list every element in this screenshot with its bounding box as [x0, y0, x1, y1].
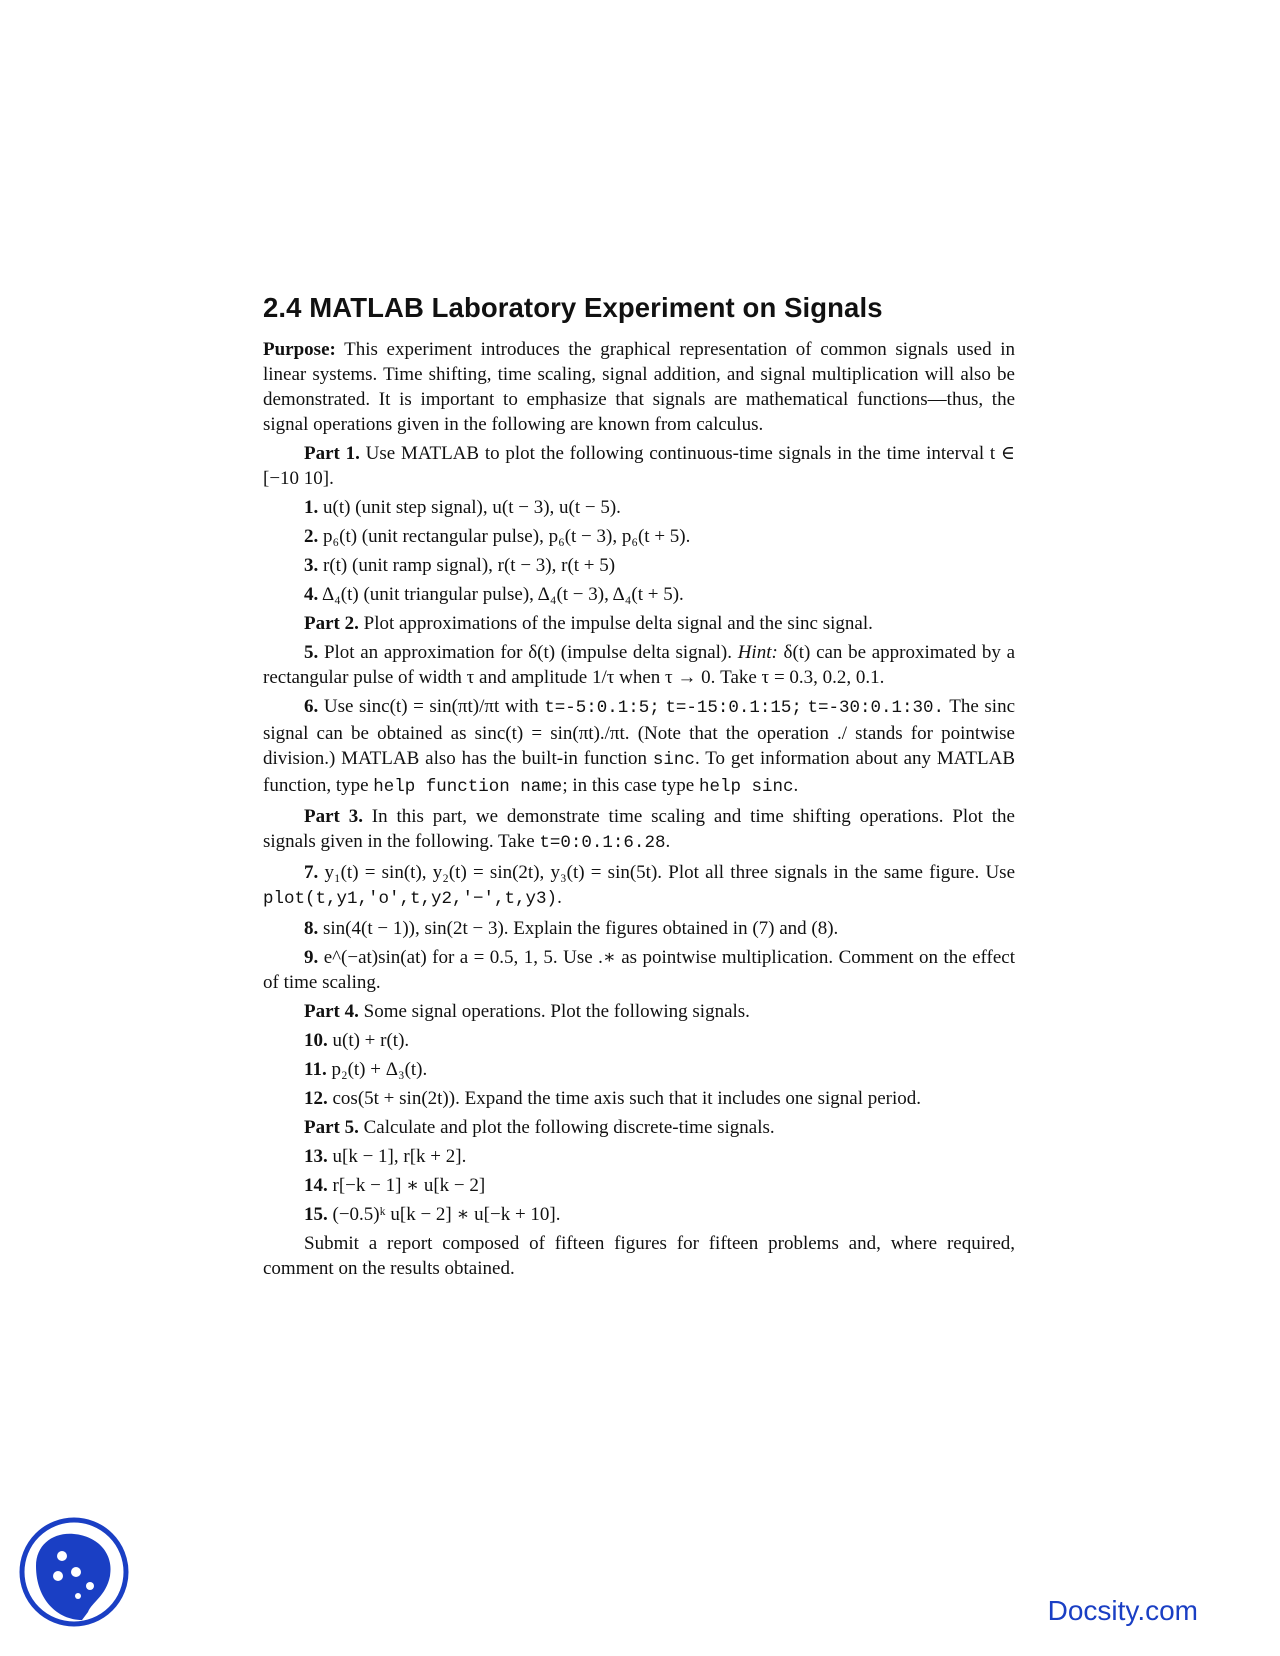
part5-paragraph [263, 1115, 1015, 1140]
hint-label: Hint: [737, 642, 778, 663]
list-item-6 [263, 694, 1015, 800]
item-number: 4. [304, 584, 319, 605]
item-text: y₁(t) = sin(t), y₂(t) = sin(2t), y₃(t) = sin(5t). Plot all three signals in the same figure. Use [324, 862, 1016, 883]
list-item-11 [263, 1057, 1015, 1082]
list-item-10 [263, 1028, 1015, 1053]
item-text: p₆(t) (unit rectangular pulse), p₆(t − 3), p₆(t + 5). [323, 526, 691, 547]
code-snippet: sinc [652, 750, 695, 770]
code-snippet: t=-30:0.1:30. [807, 698, 945, 718]
closing-paragraph: Submit a report composed of fifteen figures for fifteen problems and, where required, comment on the results obtained. [263, 1233, 1015, 1279]
item-text: u(t) (unit step signal), u(t − 3), u(t − 5). [323, 497, 621, 518]
item-text: (−0.5)ᵏ u[k − 2] ∗ u[−k + 10]. [332, 1204, 561, 1225]
part3-label: Part 3. [304, 806, 363, 827]
list-item-12 [263, 1086, 1015, 1111]
item-number: 5. [304, 642, 319, 663]
item-text: Use sinc(t) = sin(πt)/πt with [323, 696, 539, 717]
code-snippet: help function name [373, 777, 563, 797]
item-number: 3. [304, 555, 319, 576]
item-number: 9. [304, 947, 319, 968]
item-text: u[k − 1], r[k + 2]. [332, 1146, 467, 1167]
part3-end: . [665, 831, 671, 852]
item-text: δ(t) can be approximated by a rectangular pulse of width τ and amplitude 1/τ when τ → 0. Take τ = 0.3, 0.2, 0.1. [263, 642, 1015, 688]
part1-label: Part 1. [304, 443, 360, 464]
item-text: Δ₄(t) (unit triangular pulse), Δ₄(t − 3), Δ₄(t + 5). [321, 584, 684, 605]
item-number: 15. [304, 1204, 328, 1225]
code-snippet: t=-15:0.1:15; [665, 698, 802, 718]
part2-text: Plot approximations of the impulse delta signal and the sinc signal. [363, 613, 873, 634]
code-snippet: t=-5:0.1:5; [544, 698, 660, 718]
item-number: 12. [304, 1088, 328, 1109]
part5-text: Calculate and plot the following discrete-time signals. [363, 1117, 775, 1138]
code-snippet: plot(t,y1,'o',t,y2,'−',t,y3) [263, 889, 558, 909]
item-text: r[−k − 1] ∗ u[k − 2] [332, 1175, 486, 1196]
item-number: 13. [304, 1146, 328, 1167]
item-number: 10. [304, 1030, 328, 1051]
part3-text: In this part, we demonstrate time scaling and time shifting operations. Plot the signals given in the following. Take [263, 806, 1015, 852]
part4-label: Part 4. [304, 1001, 359, 1022]
item-number: 8. [304, 918, 319, 939]
item-number: 1. [304, 497, 319, 518]
item-text: p₂(t) + Δ₃(t). [331, 1059, 428, 1080]
item-text: r(t) (unit ramp signal), r(t − 3), r(t + 5) [323, 555, 616, 576]
part4-text: Some signal operations. Plot the following signals. [363, 1001, 750, 1022]
item-text: . [793, 775, 799, 796]
docsity-brand-link[interactable]: Docsity.com [1047, 1595, 1198, 1626]
item-text: ; in this case type [562, 775, 695, 796]
part2-paragraph [263, 611, 1015, 636]
item-text: The sinc signal can be obtained as sinc(t) = sin(πt)./πt. (Note that the operation ./ stands for pointwise division.) MATLAB also has the built-in function [263, 696, 1015, 769]
item-end: . [557, 887, 562, 908]
item-text: e^(−at)sin(at) for a = 0.5, 1, 5. Use .∗ as pointwise multiplication. Comment on the effect of time scaling. [263, 947, 1015, 993]
item-text: . To get information about any MATLAB function, type [263, 748, 1016, 796]
document-body [263, 292, 1015, 1281]
code-snippet: t=0:0.1:6.28 [539, 833, 666, 853]
item-text: cos(5t + sin(2t)). Expand the time axis such that it includes one signal period. [332, 1088, 922, 1109]
part1-paragraph [263, 441, 1015, 491]
purpose-text: This experiment introduces the graphical representation of common signals used in linear systems. Time shifting, time scaling, signal addition, and signal multiplication will also be demonstrated. It is important to emphasize that signals are mathematical functions—thus, the signal operations given in the following are known from calculus. [263, 339, 1015, 435]
list-item-1 [263, 495, 1015, 520]
item-number: 11. [304, 1059, 327, 1080]
list-item-14 [263, 1173, 1015, 1198]
list-item-13 [263, 1144, 1015, 1169]
item-text: u(t) + r(t). [332, 1030, 410, 1051]
item-number: 2. [304, 526, 319, 547]
part2-label: Part 2. [304, 613, 359, 634]
part4-paragraph [263, 999, 1015, 1024]
list-item-5 [263, 640, 1015, 690]
list-item-15 [263, 1202, 1015, 1227]
list-item-7 [263, 860, 1015, 912]
purpose-label: Purpose: [263, 339, 336, 360]
list-item-2 [263, 524, 1015, 549]
item-text: Plot an approximation for δ(t) (impulse delta signal). [323, 642, 733, 663]
item-number: 14. [304, 1175, 328, 1196]
list-item-4 [263, 582, 1015, 607]
part1-text: Use MATLAB to plot the following continuous-time signals in the time interval t ∈ [−10 10]. [263, 443, 1015, 489]
purpose-paragraph [263, 337, 1015, 437]
list-item-3 [263, 553, 1015, 578]
code-snippet: help sinc [698, 777, 794, 797]
item-number: 7. [304, 862, 319, 883]
part5-label: Part 5. [304, 1117, 359, 1138]
item-text: sin(4(t − 1)), sin(2t − 3). Explain the figures obtained in (7) and (8). [323, 918, 839, 939]
item-number: 6. [304, 696, 319, 717]
list-item-9 [263, 945, 1015, 995]
section-title: 2.4 MATLAB Laboratory Experiment on Signals [263, 292, 883, 323]
list-item-8 [263, 916, 1015, 941]
docsity-logo-icon[interactable] [18, 1516, 130, 1628]
part3-paragraph [263, 804, 1015, 856]
